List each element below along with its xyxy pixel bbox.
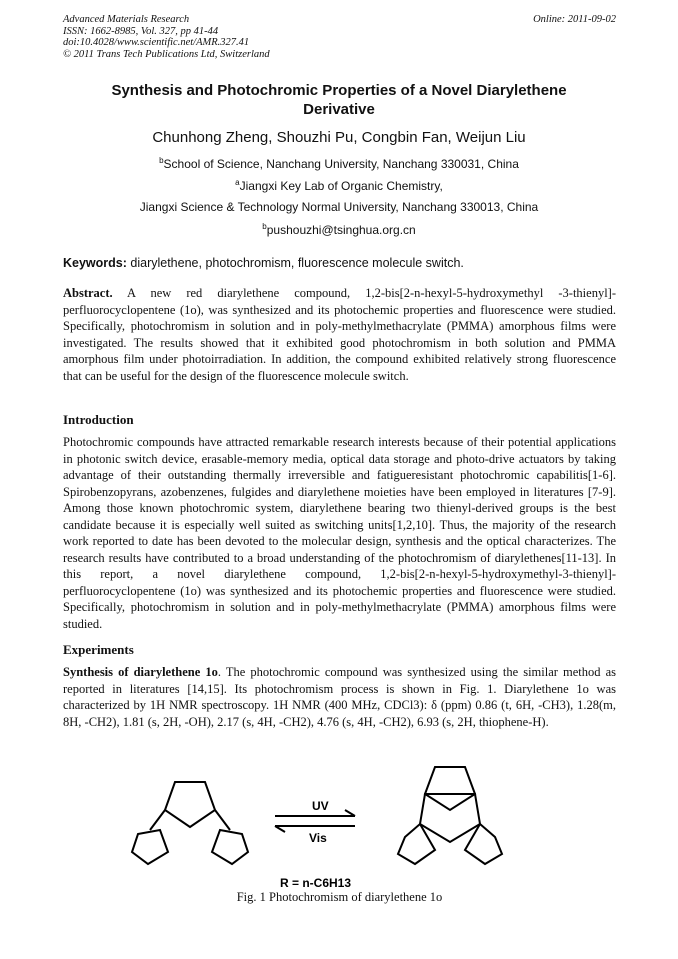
intro-text: Photochromic compounds have attracted remarkable research interests because of their potential applications in photonic switch device, erasable-memory media, optical data storage and photo-drive actuators by taking advantage of their outstanding thermally irreversible and fatigueresistant photochromic capabilitis[1-6]. Spirobenzopyrans, azobenzenes, fulgides and diarylethene moieties have been employed in literatures [7-9]. Among those known photochromic system, diarylethene bearing two thienyl-derived groups is the best candidate because it is especially well suited as switching units[1,2,10]. Thus, the majority of the research work reported to date has been devoted to the molecular design, synthesis and the optical characterizes. The research results have contributed to a broad understanding of the photochromism of diarylethenes[11-13]. In this report, a novel diarylethene compound, 1,2-bis[2-n-hexyl-5-hydroxymethyl-3-thienyl]-perfluorocyclopentene (1o) was synthesized and its photochemic properties and fluorescence were studied. Specifically, photochromism in solution and in poly-methylmethacrylate (PMMA) amorphous films were studied. [63,435,616,631]
affiliation-a: $^a$Jiangxi Key Lab of Organic Chemistry, [235,178,443,193]
journal-name: Advanced Materials Research [63,14,190,25]
authors: Chunhong Zheng, Shouzhi Pu, Congbin Fan, Weijun Liu [152,129,526,146]
exp-heading: Experiments [63,642,134,657]
paper-title: Synthesis and Photochromic Properties of a Novel Diarylethene Derivative [111,82,567,118]
affiliation-a-cont: Jiangxi Science & Technology Normal University, Nanchang 330013, China [139,200,539,214]
affiliation-b: $^b$School of Science, Nanchang University, Nanchang 330031, China [159,156,519,171]
uv-label: UV [312,799,329,813]
vis-label: Vis [309,831,327,845]
keywords: Keywords: diarylethene, photochromism, fluorescence molecule switch. [63,256,464,270]
doi: doi:10.4028/www.scientific.net/AMR.327.41 [63,37,250,48]
email: $^b$pushouzhi@tsinghua.org.cn [262,222,416,237]
r-definition: R = n-C6H13 [280,876,352,890]
intro-heading: Introduction [63,412,134,427]
issn: ISSN: 1662-8985, Vol. 327, pp 41-44 [63,25,219,37]
journal-header [63,14,616,60]
exp-text: Synthesis of diarylethene 1o. The photochromic compound was synthesized using the similar method as reported in literatures [14,15]. Its photochromism process is shown in Fig. 1. Diarylethene 1o was characterized by 1H NMR spectroscopy. 1H NMR (400 MHz, CDCl3): δ (ppm) 0.86 (t, 6H, -CH3), 1.28(m, 8H, -CH2), 1.81 (s, 2H, -OH), 2.17 (s, 4H, -CH2), 4.76 (s, 4H, -CH2), 6.93 (s, 2H, thiophene-H). [63,665,616,729]
figure-caption: Fig. 1 Photochromism of diarylethene 1o [236,890,443,904]
online-date: Online: 2011-09-02 [533,14,616,25]
abstract: Abstract. A new red diarylethene compound, 1,2-bis[2-n-hexyl-5-hydroxymethyl -3-thienyl]-perfluorocyclopentene (1o), was synthesized and its photochemic properties and fluorescence were studied. Specifically, photochromism in solution and in poly-methylmethacrylate (PMMA) amorphous films were investigated. The results showed that it exhibited good photochromism in both solution and PMMA amorphous film under photoirradiation. In addition, the compound exhibited relatively strong fluorescence that can be useful for the design of the fluorescence molecule switch. [63,286,616,383]
photochromism-scheme [80,742,600,892]
copyright: © 2011 Trans Tech Publications Ltd, Switzerland [63,48,270,60]
